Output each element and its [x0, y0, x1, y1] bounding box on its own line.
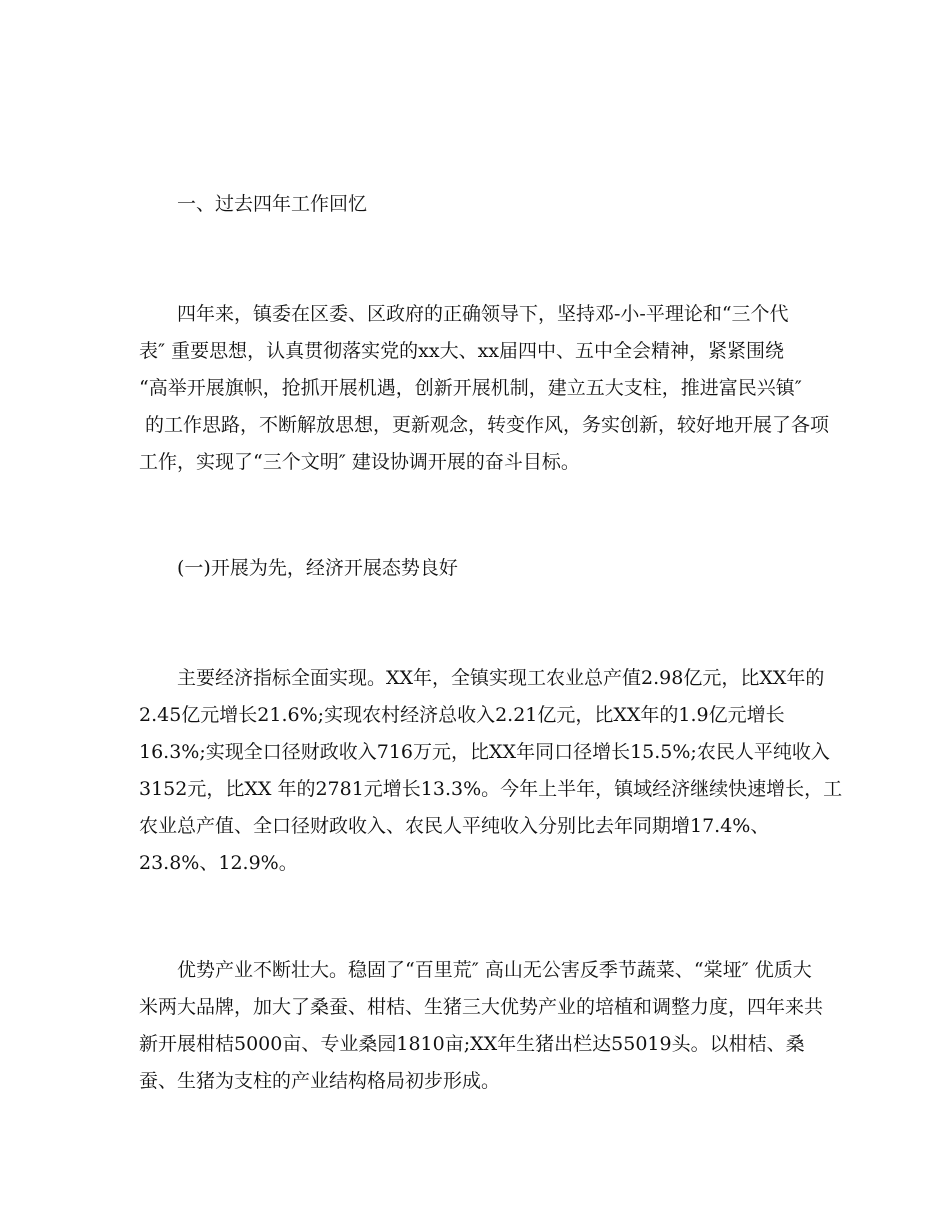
paragraph-line: 优势产业不断壮大。稳固了“百里荒″ 高山无公害反季节蔬菜、“棠垭″ 优质大 [177, 959, 812, 981]
paragraph-line: 3152元，比XX 年的2781元增长13.3%。今年上半年，镇域经济继续快速增长，工 [139, 778, 843, 800]
paragraph-line: 2.45亿元增长21.6%;实现农村经济总收入2.21亿元，比XX年的1.9亿元增长 [139, 704, 785, 726]
paragraph-line: 的工作思路，不断解放思想，更新观念，转变作风，务实创新，较好地开展了各项 [139, 414, 830, 436]
paragraph-line: “高举开展旗帜，抢抓开展机遇，创新开展机制，建立五大支柱，推进富民兴镇″ [139, 377, 802, 399]
subsection-heading: (一)开展为先，经济开展态势良好 [177, 557, 458, 579]
paragraph-line: 蚕、生猪为支柱的产业结构格局初步形成。 [139, 1070, 501, 1092]
paragraph-line: 16.3%;实现全口径财政收入716万元，比XX年同口径增长15.5%;农民人平纯收入 [139, 741, 830, 763]
paragraph-line: 米两大品牌，加大了桑蚕、柑桔、生猪三大优势产业的培植和调整力度，四年来共 [139, 996, 824, 1018]
paragraph-line: 23.8%、12.9%。 [139, 852, 298, 874]
paragraph-line: 表″ 重要思想，认真贯彻落实党的xx大、xx届四中、五中全会精神，紧紧围绕 [139, 340, 784, 362]
section-heading: 一、过去四年工作回忆 [177, 193, 368, 215]
paragraph-line: 工作，实现了“三个文明″ 建设协调开展的奋斗目标。 [139, 451, 580, 473]
paragraph-line: 四年来，镇委在区委、区政府的正确领导下，坚持邓-小-平理论和“三个代 [177, 303, 789, 325]
paragraph-line: 新开展柑桔5000亩、专业桑园1810亩;XX年生猪出栏达55019头。以柑桔、桑 [139, 1033, 805, 1055]
paragraph-line: 主要经济指标全面实现。XX年，全镇实现工农业总产值2.98亿元，比XX年的 [177, 667, 825, 689]
paragraph-line: 农业总产值、全口径财政收入、农民人平纯收入分别比去年同期增17.4%、 [139, 815, 770, 837]
